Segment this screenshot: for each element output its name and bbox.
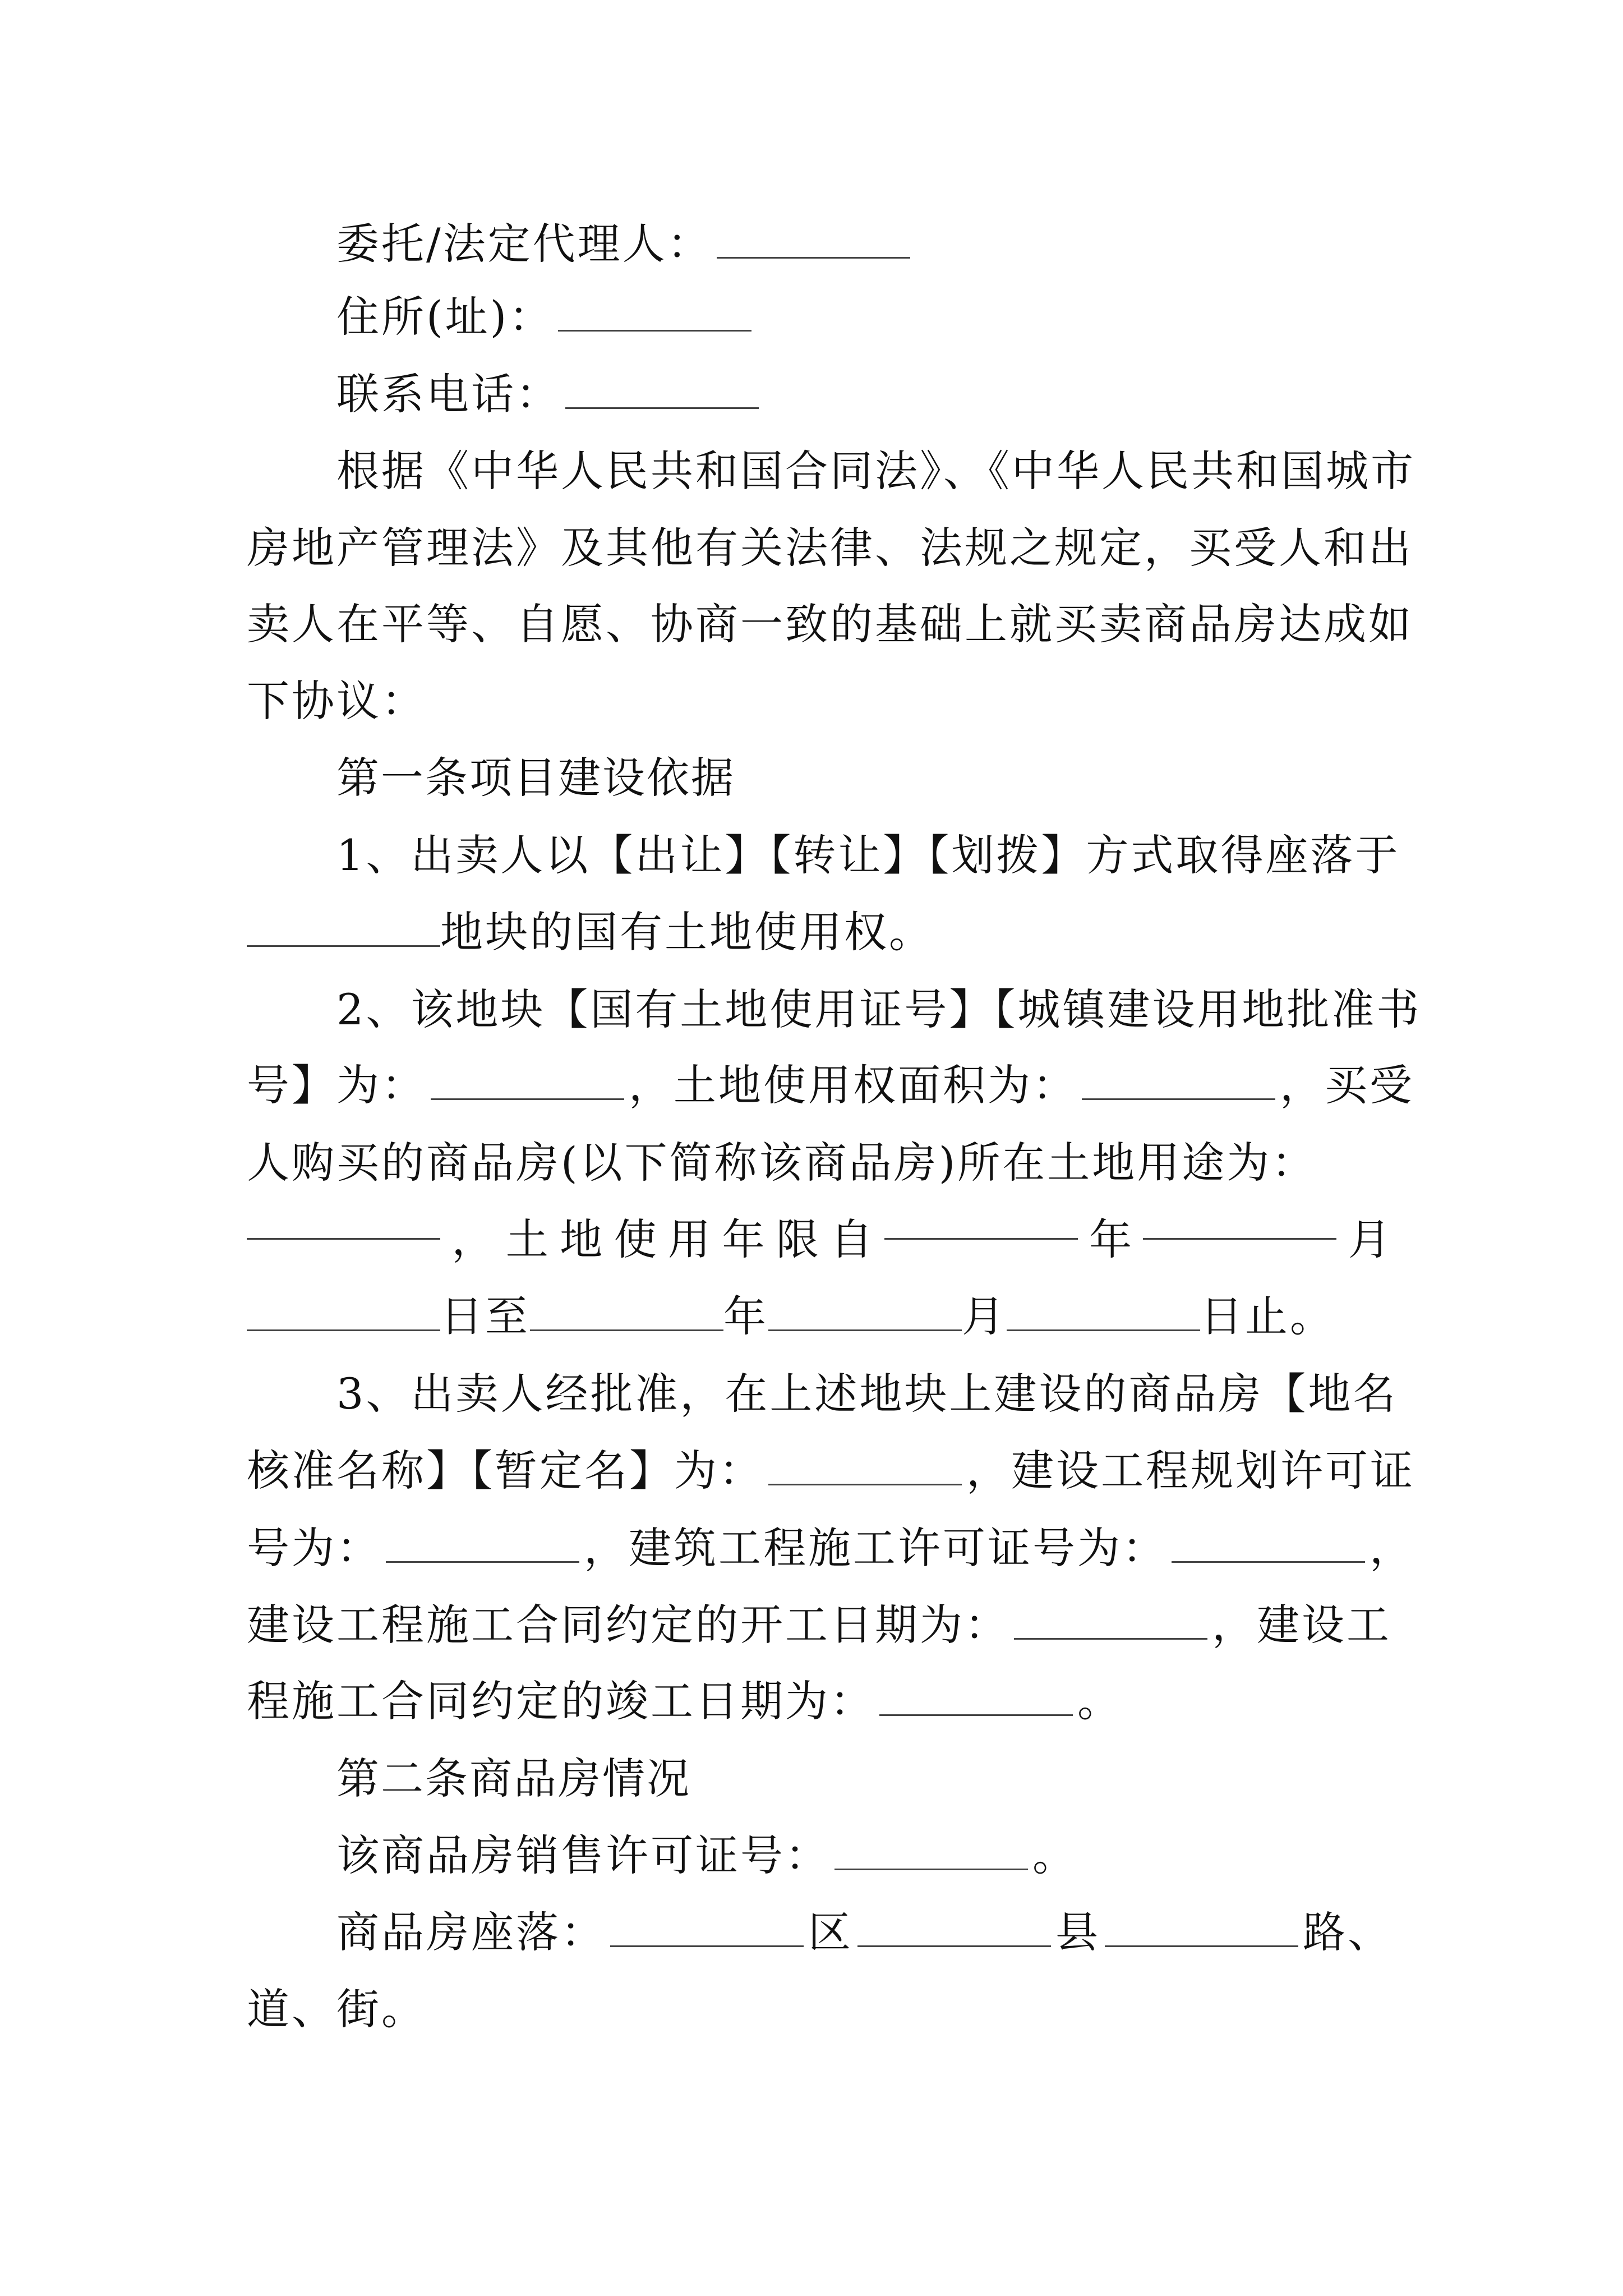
project-name-blank: [768, 1449, 962, 1485]
comma: ，: [451, 1214, 495, 1264]
start-year-label: 年: [1089, 1214, 1132, 1264]
article-1-item-3-line-4: [247, 1589, 1391, 1662]
end-day-label: 日止。: [1200, 1291, 1335, 1341]
completion-date-label: 程施工合同约定的竣工日期为：: [247, 1676, 875, 1726]
address-label: 住所(址)：: [336, 292, 554, 342]
address-line: [336, 280, 1481, 353]
sales-permit-period: 。: [1032, 1830, 1077, 1880]
phone-blank: [565, 372, 759, 409]
certificate-blank: [431, 1064, 624, 1100]
location-label: 商品房座落：: [336, 1907, 606, 1957]
planning-permit-label: ，建设工程规划许可证: [966, 1446, 1415, 1496]
article-1-item-2-line-2: [247, 1049, 1414, 1122]
project-name-label: 核准名称】【暂定名】为：: [247, 1446, 764, 1496]
address-blank: [558, 295, 751, 332]
agent-blank: [717, 222, 910, 259]
article-1-item-1-line-1: 1、出卖人以【出让】【转让】【划拨】方式取得座落于: [336, 830, 1400, 880]
start-month-blank: [1143, 1203, 1336, 1240]
county-blank: [857, 1911, 1051, 1947]
intro-line-2: 房地产管理法》及其他有关法律、法规之规定，买受人和出: [247, 523, 1413, 573]
location-line: [336, 1896, 1481, 1969]
article-1-item-3-line-1: 3、出卖人经批准，在上述地块上建设的商品房【地名: [336, 1369, 1398, 1419]
parcel-blank: [247, 910, 440, 947]
comma-end: ，: [1370, 1523, 1414, 1573]
article-1-item-3-line-3: [247, 1512, 1414, 1585]
completion-date-blank: [879, 1680, 1073, 1716]
start-date-blank: [1014, 1603, 1207, 1640]
planning-permit-blank: [386, 1526, 579, 1563]
construction-permit-label: ，建筑工程施工许可证号为：: [584, 1523, 1167, 1573]
char-yong: 用: [668, 1214, 711, 1264]
construction-permit-blank: [1172, 1526, 1365, 1563]
end-year-blank: [530, 1295, 723, 1331]
char-tu: 土: [505, 1214, 548, 1264]
planning-permit-no-label: 号为：: [247, 1523, 381, 1573]
buyer-fragment: ，买受: [1280, 1060, 1414, 1110]
road-label: 路、: [1303, 1907, 1393, 1957]
char-nian: 年: [722, 1214, 765, 1264]
construction-fragment: ，建设工: [1212, 1600, 1391, 1650]
article-1-item-2-line-5: [247, 1280, 1391, 1353]
end-month-blank: [768, 1295, 962, 1331]
land-area-blank: [1082, 1064, 1275, 1100]
sales-permit-blank: [834, 1834, 1028, 1870]
phone-label: 联系电话：: [336, 369, 561, 419]
start-date-label: 建设工程施工合同约定的开工日期为：: [247, 1600, 1009, 1650]
day-to-label: 日至: [440, 1291, 530, 1341]
article-1-item-3-line-5: [247, 1665, 1391, 1738]
article-1-item-2-line-1: 2、该地块【国有土地使用证号】【城镇建设用地批准书: [336, 984, 1422, 1034]
char-di: 地: [560, 1214, 603, 1264]
article-1-item-3-line-2: [247, 1434, 1415, 1507]
intro-line-3: 卖人在平等、自愿、协商一致的基础上就买卖商品房达成如: [247, 599, 1413, 649]
road-blank: [1105, 1911, 1298, 1947]
char-zi: 自: [830, 1214, 873, 1264]
county-label: 县: [1055, 1907, 1100, 1957]
article-1-item-2-line-3: 人购买的商品房(以下简称该商品房)所在土地用途为：: [247, 1138, 1317, 1188]
start-year-blank: [884, 1203, 1078, 1240]
start-month-label: 月: [1348, 1214, 1391, 1264]
district-label: 区: [808, 1907, 853, 1957]
parcel-suffix: 地块的国有土地使用权。: [440, 907, 934, 957]
end-day-blank: [1007, 1295, 1200, 1331]
end-month-label: 月: [962, 1291, 1007, 1341]
district-blank: [610, 1911, 804, 1947]
sales-permit-label: 该商品房销售许可证号：: [336, 1830, 830, 1880]
article-2-title: 第二条商品房情况: [336, 1754, 691, 1803]
agent-line: [336, 208, 1481, 280]
certificate-label: 号】为：: [247, 1060, 426, 1110]
intro-line-4: 下协议：: [247, 676, 426, 726]
agent-label: 委托/法定代理人：: [336, 219, 712, 269]
phone-line: [336, 358, 1481, 431]
char-shi: 使: [614, 1214, 657, 1264]
intro-line-1: 根据《中华人民共和国合同法》、《中华人民共和国城市: [336, 446, 1415, 496]
land-use-blank: [247, 1203, 440, 1240]
sales-permit-line: [336, 1819, 1481, 1892]
period: 。: [1077, 1676, 1122, 1726]
article-1-item-1-line-2: [247, 896, 1391, 969]
article-1-title: 第一条项目建设依据: [336, 753, 735, 803]
start-day-blank: [247, 1295, 440, 1331]
end-year-label: 年: [723, 1291, 768, 1341]
land-area-label: ，土地使用权面积为：: [629, 1060, 1077, 1110]
char-xian: 限: [776, 1214, 819, 1264]
street-line: 道、街。: [247, 1984, 426, 2034]
article-1-item-2-line-4: [247, 1203, 1391, 1276]
